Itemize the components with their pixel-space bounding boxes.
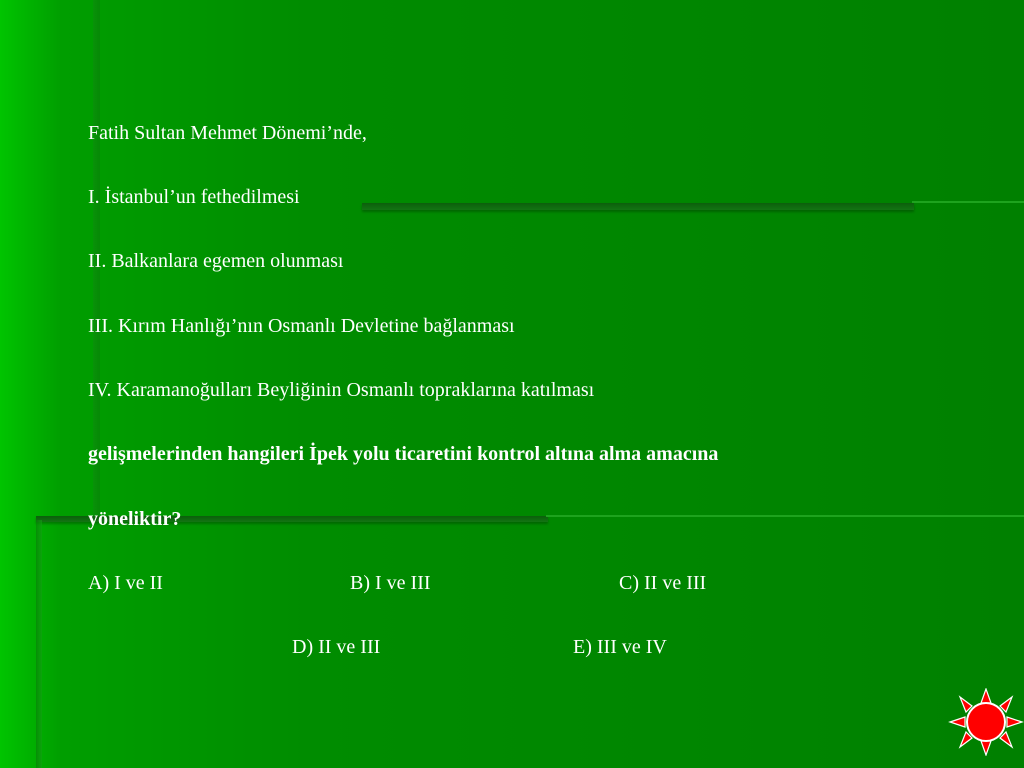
option-d: D) II ve III	[292, 636, 381, 658]
option-a: A) I ve II	[88, 572, 163, 594]
question-prompt-line-2: yöneliktir?	[88, 508, 182, 530]
decorative-vertical-line-bottom	[36, 520, 42, 768]
decorative-horizontal-highlight-top	[912, 201, 1024, 203]
question-prompt-line-1: gelişmelerinden hangileri İpek yolu ticaretini kontrol altına alma amacına	[88, 443, 719, 465]
question-item-4: IV. Karamanoğulları Beyliğinin Osmanlı topraklarına katılması	[88, 379, 595, 401]
decorative-horizontal-highlight-bottom	[546, 515, 1024, 517]
option-e: E) III ve IV	[573, 636, 667, 658]
sun-icon[interactable]	[948, 688, 1024, 756]
option-b: B) I ve III	[350, 572, 431, 594]
decorative-horizontal-line-top	[362, 203, 914, 210]
question-item-3: III. Kırım Hanlığı’nın Osmanlı Devletine bağlanması	[88, 315, 515, 337]
option-c: C) II ve III	[619, 572, 707, 594]
question-item-2: II. Balkanlara egemen olunması	[88, 250, 344, 272]
question-intro: Fatih Sultan Mehmet Dönemi’nde,	[88, 122, 367, 144]
question-item-1: I. İstanbul’un fethedilmesi	[88, 186, 300, 208]
